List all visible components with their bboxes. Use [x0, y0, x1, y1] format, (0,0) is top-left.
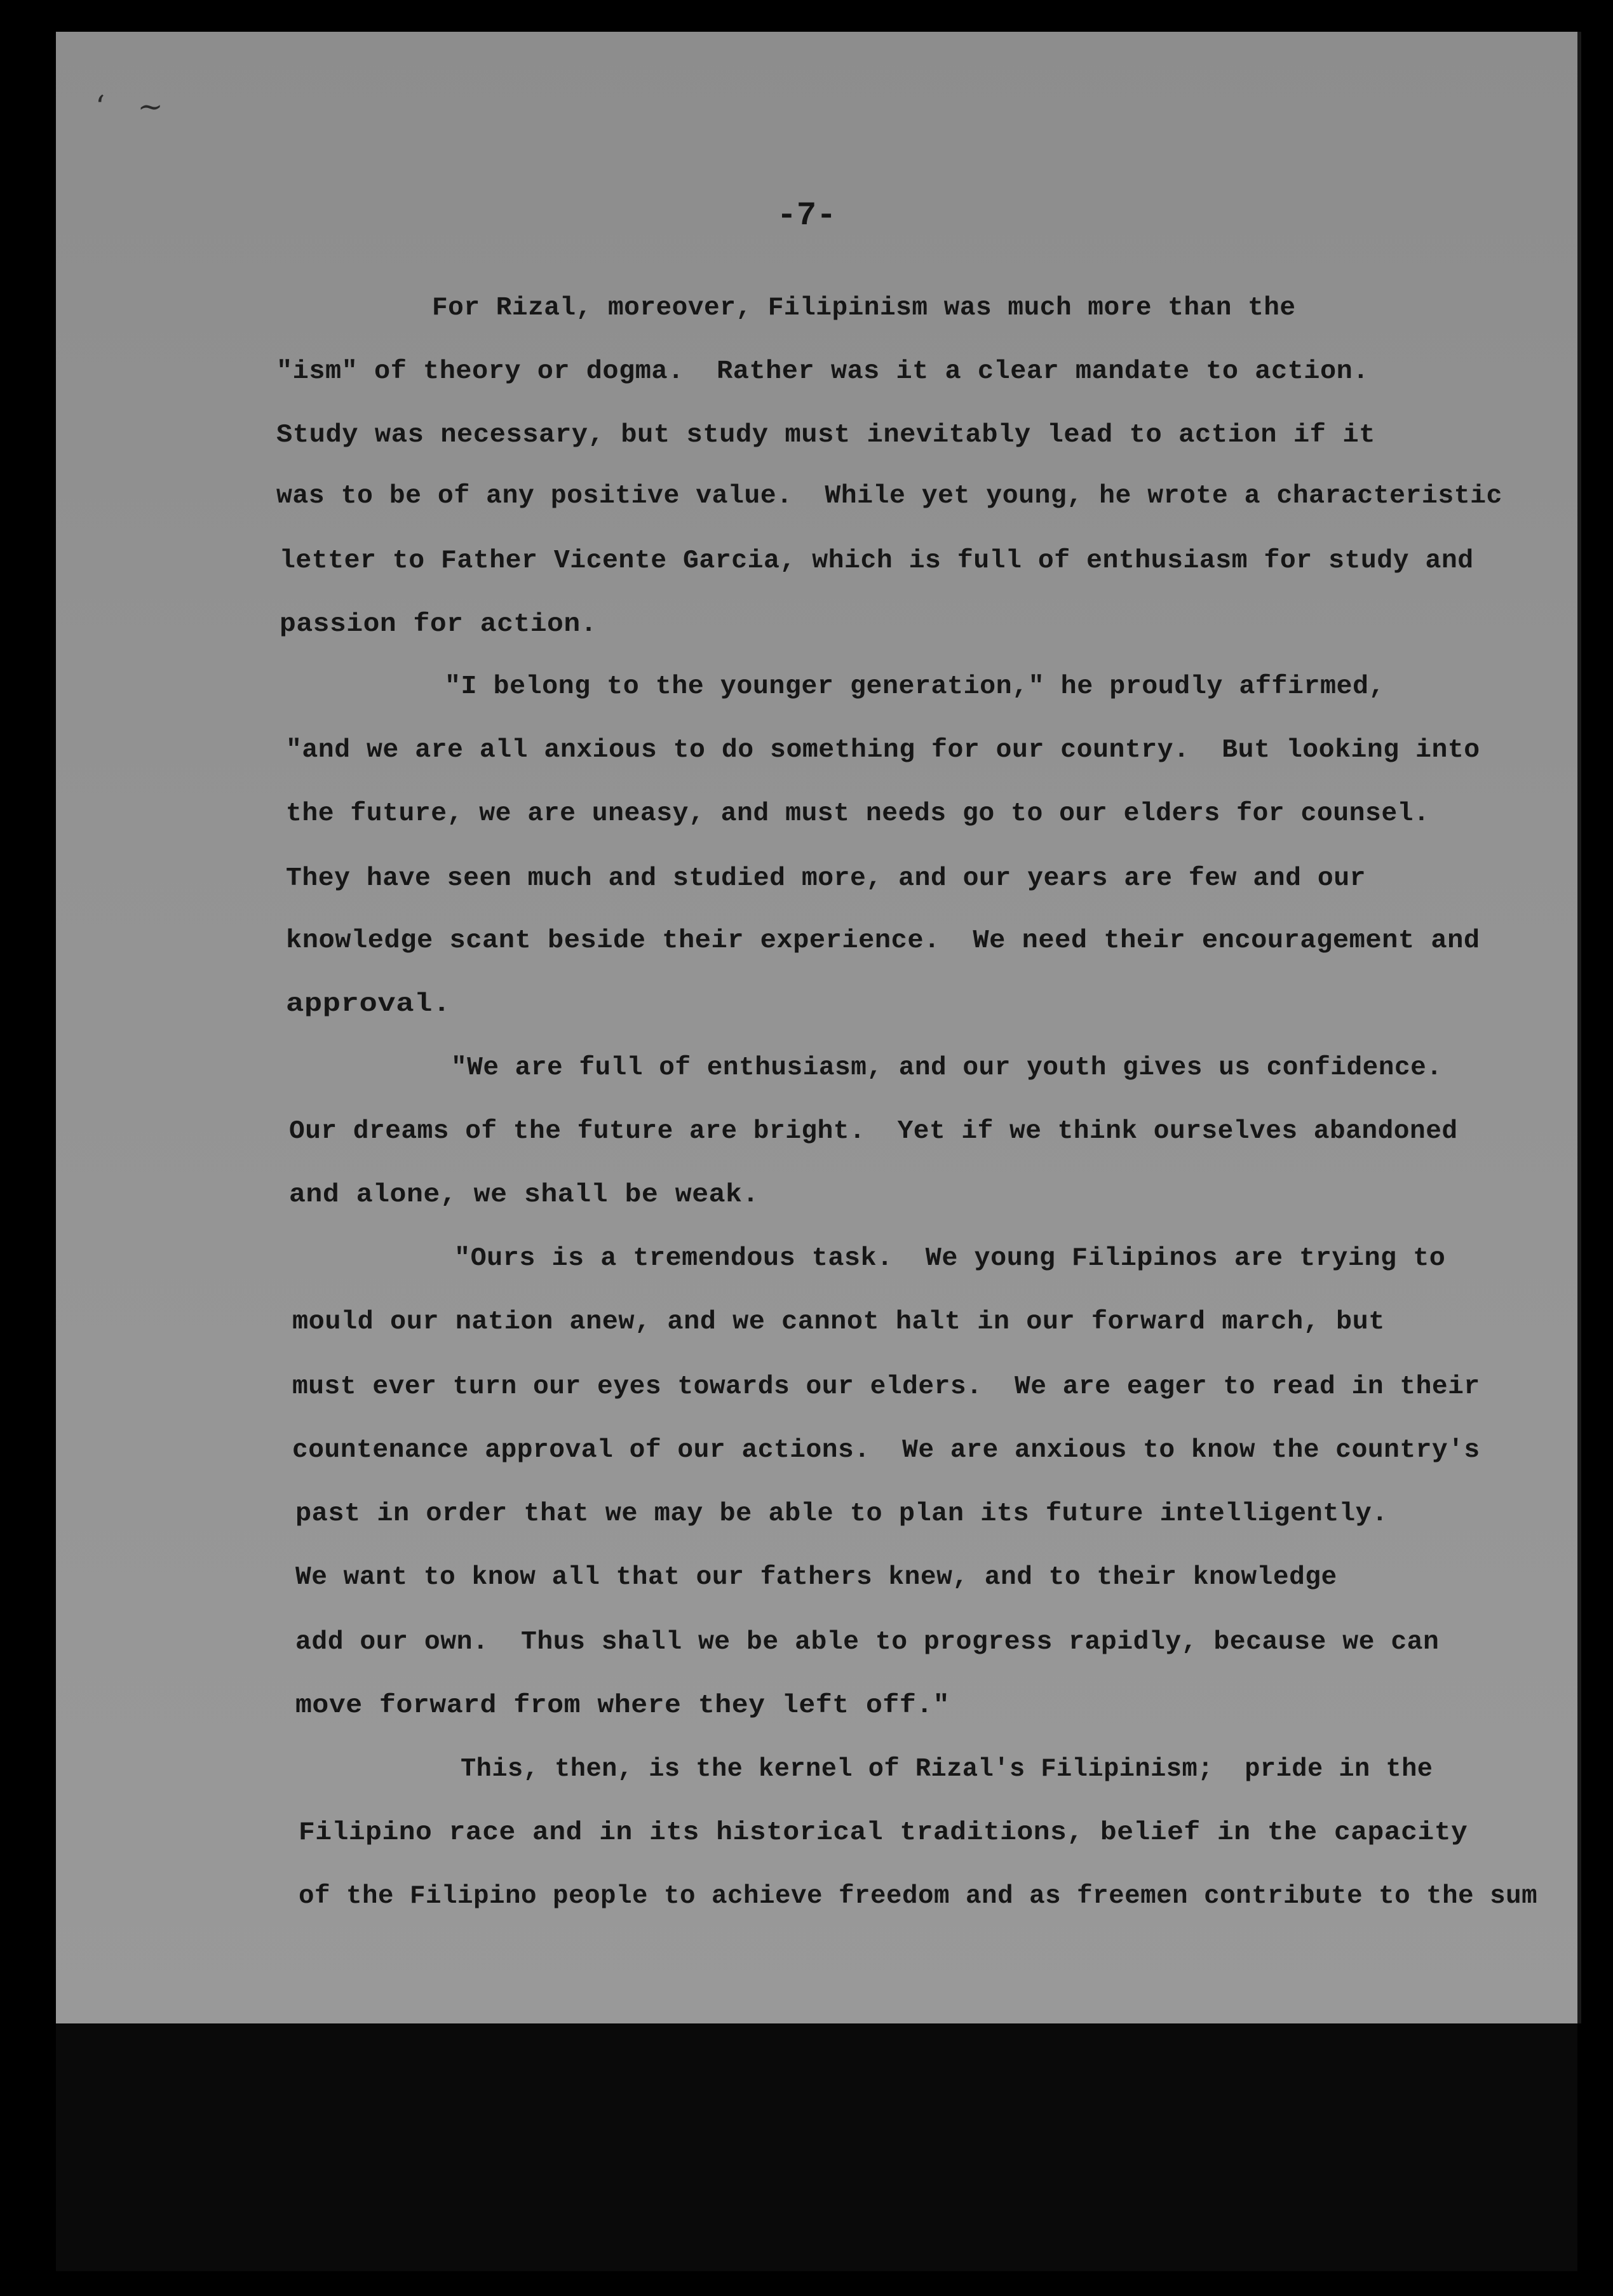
- text-line: passion for action.: [280, 610, 597, 639]
- text-line: past in order that we may be able to plan its future intelligently.: [295, 1499, 1388, 1529]
- text-line: letter to Father Vicente Garcia, which is full of enthusiasm for study and: [280, 546, 1474, 576]
- text-line: knowledge scant beside their experience. We need their encouragement and: [286, 926, 1480, 956]
- text-line: For Rizal, moreover, Filipinism was much more than the: [432, 294, 1296, 323]
- text-line: "ism" of theory or dogma. Rather was it a clear mandate to action.: [276, 357, 1369, 386]
- text-line: of the Filipino people to achieve freedom and as freemen contribute to the sum: [299, 1882, 1538, 1911]
- film-margin: [56, 2023, 1577, 2271]
- text-line: approval.: [286, 990, 451, 1019]
- text-line: was to be of any positive value. While yet young, he wrote a characteristic: [276, 482, 1502, 511]
- text-line: Our dreams of the future are bright. Yet if we think ourselves abandoned: [289, 1117, 1458, 1146]
- text-line: This, then, is the kernel of Rizal's Filipinism; pride in the: [461, 1755, 1433, 1784]
- handwritten-mark: ‘ ~: [95, 89, 175, 125]
- text-line: must ever turn our eyes towards our elders. We are eager to read in their: [292, 1372, 1480, 1401]
- text-line: They have seen much and studied more, and our years are few and our: [286, 864, 1366, 893]
- text-line: "Ours is a tremendous task. We young Filipinos are trying to: [454, 1244, 1446, 1273]
- text-line: Filipino race and in its historical traditions, belief in the capacity: [299, 1818, 1468, 1847]
- page-number: -7-: [776, 197, 837, 234]
- text-line: Study was necessary, but study must inevitably lead to action if it: [276, 421, 1375, 450]
- text-line: add our own. Thus shall we be able to progress rapidly, because we can: [295, 1628, 1440, 1657]
- text-line: We want to know all that our fathers knew, and to their knowledge: [295, 1563, 1337, 1592]
- text-line: "and we are all anxious to do something for our country. But looking into: [286, 736, 1480, 765]
- text-line: the future, we are uneasy, and must needs go to our elders for counsel.: [286, 799, 1430, 828]
- text-line: countenance approval of our actions. We are anxious to know the country's: [292, 1436, 1480, 1465]
- text-line: and alone, we shall be weak.: [289, 1180, 759, 1210]
- text-line: "We are full of enthusiasm, and our youth gives us confidence.: [451, 1053, 1443, 1083]
- text-line: move forward from where they left off.": [295, 1691, 950, 1720]
- text-line: "I belong to the younger generation," he proudly affirmed,: [445, 672, 1386, 701]
- text-line: mould our nation anew, and we cannot halt in our forward march, but: [292, 1307, 1385, 1337]
- page-edge: [1577, 32, 1581, 2023]
- typescript-page: [56, 32, 1577, 2023]
